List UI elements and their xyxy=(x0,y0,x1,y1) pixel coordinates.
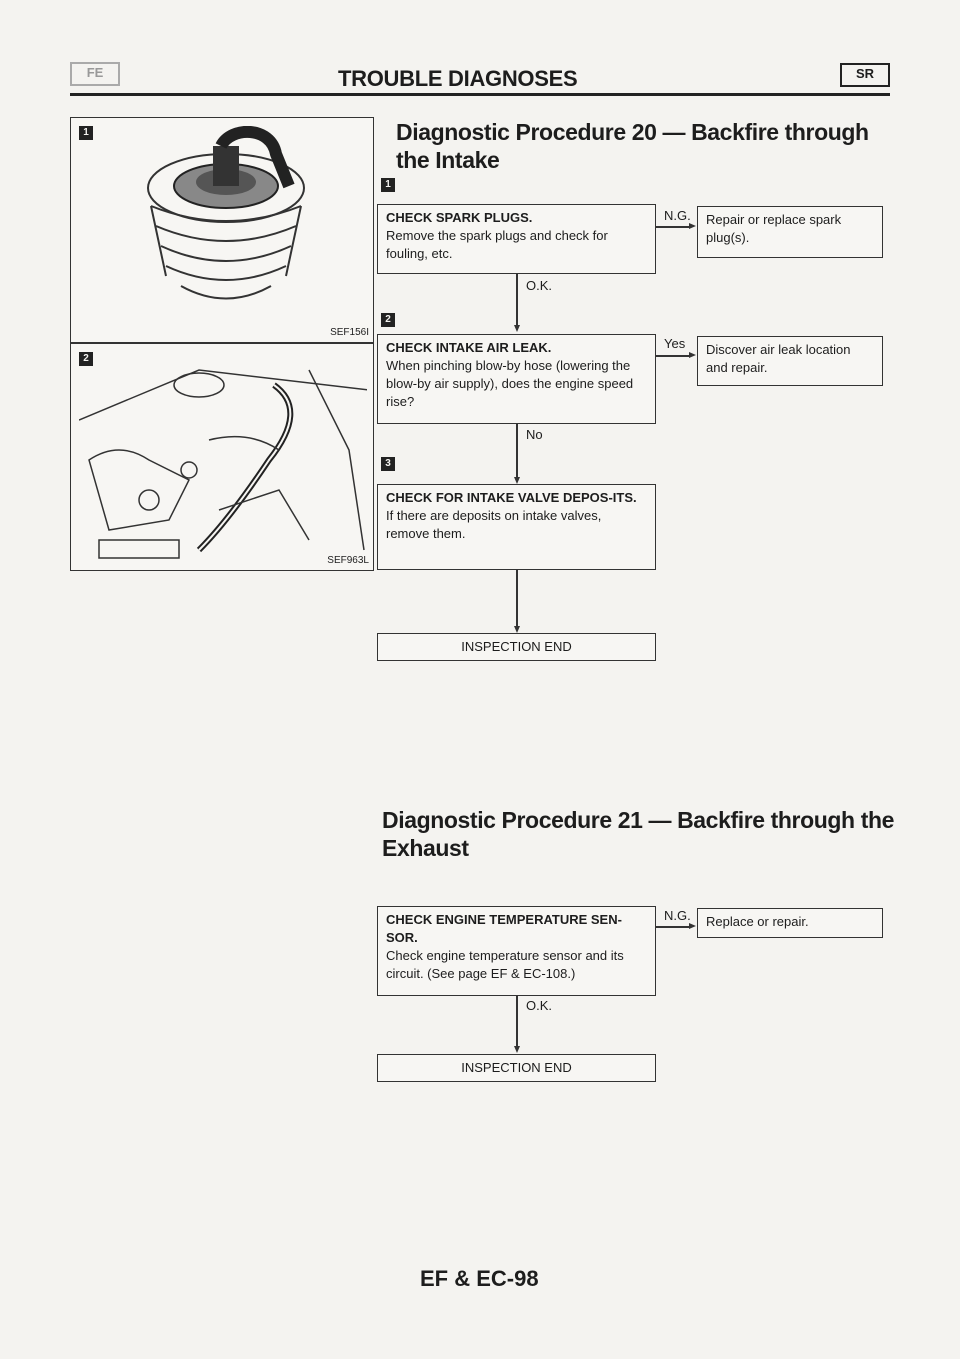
connector xyxy=(516,274,518,326)
proc21-step-box xyxy=(377,906,656,996)
arrow-right xyxy=(689,223,696,229)
proc21-step-body: Check engine temperature sensor and its circuit. (See page EF & EC-108.) xyxy=(386,948,624,981)
connector xyxy=(516,996,518,1048)
figure-badge: 2 xyxy=(79,352,93,366)
step-1-body: Remove the spark plugs and check for fouling, etc. xyxy=(386,228,608,261)
figure-code: SEF963L xyxy=(327,555,369,566)
figure-spark-plug xyxy=(70,117,374,343)
step-3-body: If there are deposits on intake valves, remove them. xyxy=(386,508,602,541)
spark-plug-illustration-icon xyxy=(121,126,341,326)
arrow-down xyxy=(514,325,520,332)
step-3-box xyxy=(377,484,656,570)
arrow-right xyxy=(689,923,696,929)
page-number: EF & EC-98 xyxy=(420,1266,539,1291)
step-1-box xyxy=(377,204,656,274)
step-2-next-label: No xyxy=(526,427,543,442)
page-header-title: TROUBLE DIAGNOSES xyxy=(338,66,578,91)
proc21-branch-result: Replace or repair. xyxy=(697,908,883,938)
connector xyxy=(656,355,690,357)
connector xyxy=(516,424,518,479)
header-right-tag: SR xyxy=(840,63,890,87)
step-2-branch-result: Discover air leak location and repair. xyxy=(697,336,883,386)
connector xyxy=(516,570,518,628)
connector xyxy=(656,226,690,228)
header-rule xyxy=(70,93,890,96)
proc21-next-label: O.K. xyxy=(526,998,553,1013)
step-1-badge: 1 xyxy=(381,178,395,192)
procedure-21-title: Diagnostic Procedure 21 — Backfire through the Exhaust xyxy=(382,807,894,861)
arrow-right xyxy=(689,352,696,358)
step-1-branch-label: N.G. xyxy=(664,208,691,223)
figure-badge: 1 xyxy=(79,126,93,140)
procedure-21-inspection-end: INSPECTION END xyxy=(377,1054,656,1082)
header-left-tag: FE xyxy=(70,62,120,86)
connector xyxy=(656,926,690,928)
step-1-branch-result: Repair or replace spark plug(s). xyxy=(697,206,883,258)
step-2-body: When pinching blow-by hose (lowering the blow-by air supply), does the engine speed rise? xyxy=(386,358,634,409)
arrow-down xyxy=(514,477,520,484)
step-1-next-label: O.K. xyxy=(526,278,553,293)
figure-engine-blow-by xyxy=(70,343,374,571)
step-3-badge: 3 xyxy=(381,457,395,471)
step-2-heading: CHECK INTAKE AIR LEAK. xyxy=(386,340,552,355)
step-1-heading: CHECK SPARK PLUGS. xyxy=(386,210,533,225)
arrow-down xyxy=(514,1046,520,1053)
step-3-heading: CHECK FOR INTAKE VALVE DEPOS-ITS. xyxy=(386,490,637,505)
proc21-step-heading: CHECK ENGINE TEMPERATURE SEN-SOR. xyxy=(386,912,622,945)
proc21-branch-label: N.G. xyxy=(664,908,691,923)
engine-blow-by-hose-illustration-icon xyxy=(79,350,367,566)
procedure-20-inspection-end: INSPECTION END xyxy=(377,633,656,661)
figure-code: SEF156I xyxy=(330,327,369,338)
step-2-branch-label: Yes xyxy=(664,336,686,351)
procedure-20-title: Diagnostic Procedure 20 — Backfire through the Intake xyxy=(396,119,869,173)
arrow-down xyxy=(514,626,520,633)
step-2-badge: 2 xyxy=(381,313,395,327)
step-2-box xyxy=(377,334,656,424)
